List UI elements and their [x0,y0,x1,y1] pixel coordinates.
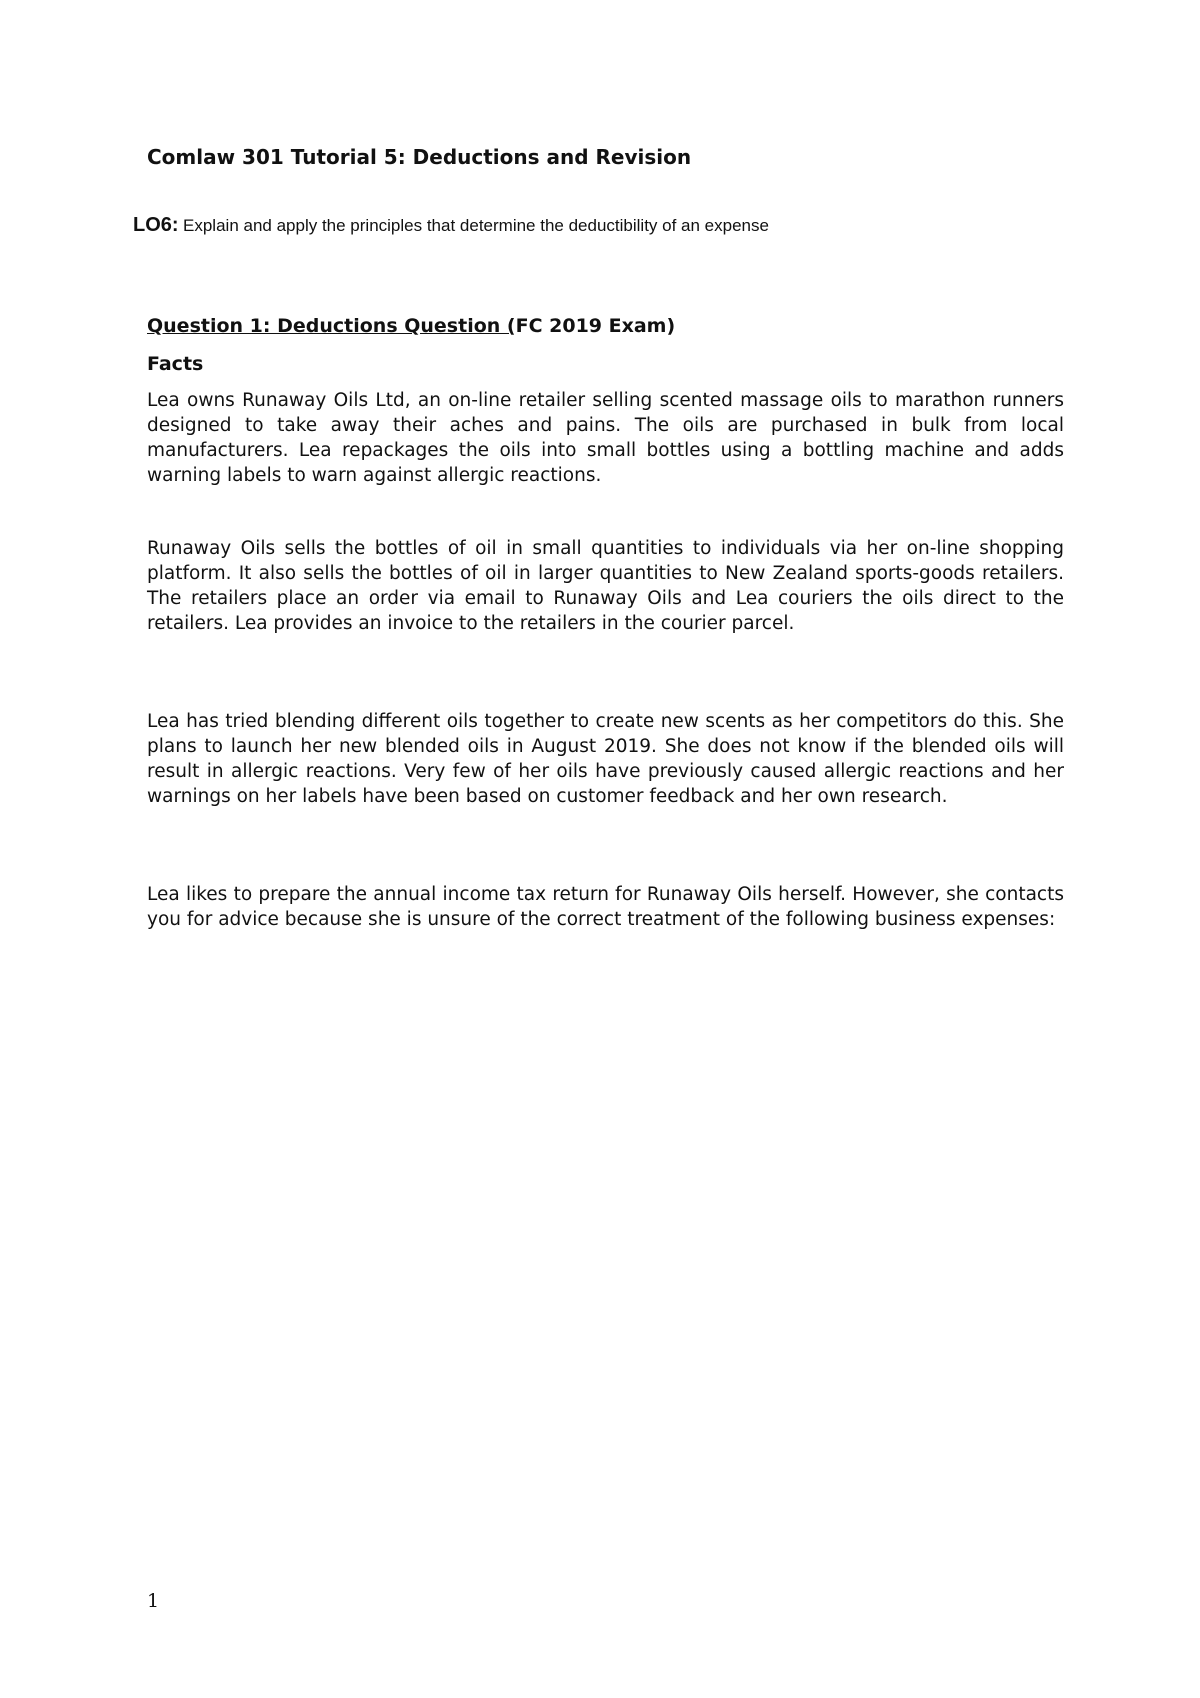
question-heading [147,315,675,337]
page-number: 1 [147,1590,160,1612]
facts-heading: Facts [147,353,204,375]
facts-paragraph-3: Lea has tried blending different oils together to create new scents as her competitors do this. She plans to launch her new blended oils in August 2019. She does not know if the blended oils will result in allergic reactions. Very few of her oils have previously caused allergic reactions and her warnings on her labels have been based on customer feedback and her own research. [147,711,1064,807]
learning-outcome-code: LO6: [133,214,179,236]
learning-outcome [133,214,769,237]
question-heading-rest: FC 2019 Exam) [515,315,676,337]
learning-outcome-text: Explain and apply the principles that determine the deductibility of an expense [183,216,769,235]
facts-paragraph-1: Lea owns Runaway Oils Ltd, an on-line retailer selling scented massage oils to marathon runners designed to take away their aches and pains. The oils are purchased in bulk from local manufacturers. Lea repackages the oils into small bottles using a bottling machine and adds warning labels to warn against allergic reactions. [147,390,1064,486]
facts-paragraph-4: Lea likes to prepare the annual income tax return for Runaway Oils herself. However, she contacts you for advice because she is unsure of the correct treatment of the following business expenses: [147,884,1064,930]
question-heading-underlined: Question 1: Deductions Question ( [147,315,516,337]
facts-paragraph-2: Runaway Oils sells the bottles of oil in small quantities to individuals via her on-line shopping platform. It also sells the bottles of oil in larger quantities to New Zealand sports-goods retailers. The retailers place an order via email to Runaway Oils and Lea couriers the oils direct to the retailers. Lea provides an invoice to the retailers in the courier parcel. [147,538,1064,634]
document-title: Comlaw 301 Tutorial 5: Deductions and Revision [147,145,692,169]
